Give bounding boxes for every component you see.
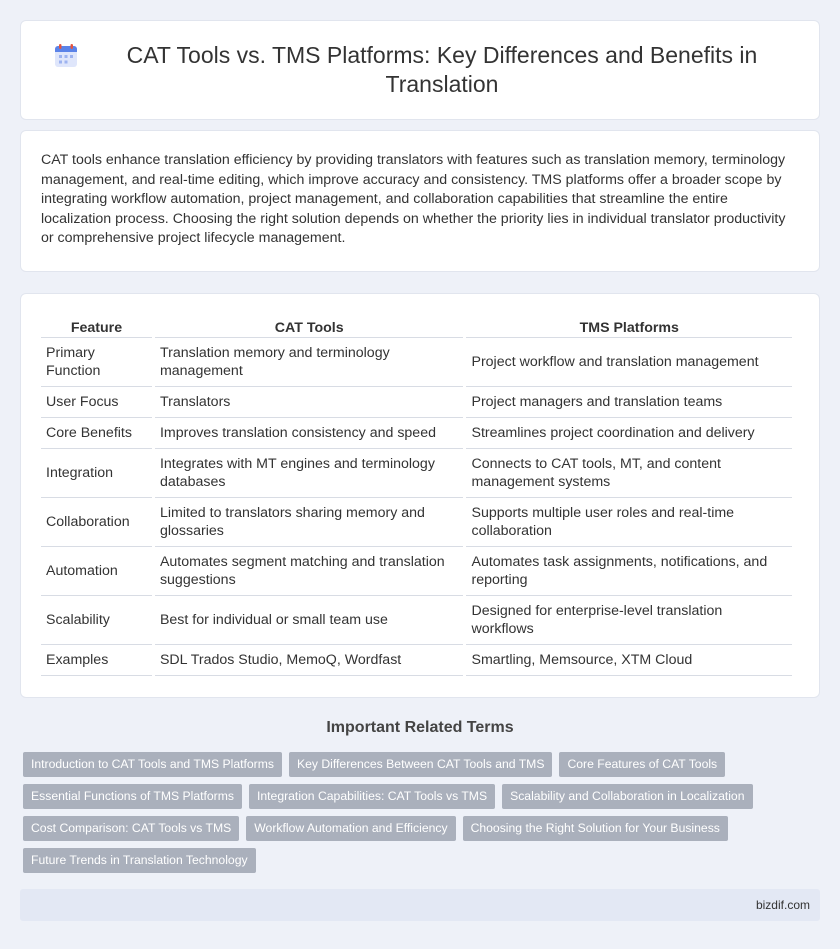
table-row xyxy=(41,418,792,449)
related-tag[interactable]: Scalability and Collaboration in Localization xyxy=(502,784,752,809)
tms-cell: Supports multiple user roles and real-time collaboration xyxy=(466,498,792,547)
calendar-icon xyxy=(53,43,79,69)
table-row xyxy=(41,449,792,498)
related-tag[interactable]: Integration Capabilities: CAT Tools vs TMS xyxy=(249,784,495,809)
related-tag[interactable]: Core Features of CAT Tools xyxy=(559,752,725,777)
related-terms-list xyxy=(23,752,820,880)
feature-cell: Automation xyxy=(41,547,152,596)
header-feature: Feature xyxy=(41,314,152,338)
tms-cell: Connects to CAT tools, MT, and content management systems xyxy=(466,449,792,498)
feature-cell: Scalability xyxy=(41,596,152,645)
header-cat-tools: CAT Tools xyxy=(155,314,464,338)
cat-cell: Automates segment matching and translation suggestions xyxy=(155,547,464,596)
table-header-row xyxy=(41,314,792,338)
cat-cell: Best for individual or small team use xyxy=(155,596,464,645)
table-row xyxy=(41,498,792,547)
feature-cell: Collaboration xyxy=(41,498,152,547)
tms-cell: Streamlines project coordination and delivery xyxy=(466,418,792,449)
intro-card xyxy=(20,130,820,272)
table-row xyxy=(41,645,792,676)
feature-cell: Examples xyxy=(41,645,152,676)
related-terms-title: Important Related Terms xyxy=(326,719,514,736)
table-row xyxy=(41,596,792,645)
related-tag[interactable]: Essential Functions of TMS Platforms xyxy=(23,784,242,809)
table-row xyxy=(41,547,792,596)
page-title: CAT Tools vs. TMS Platforms: Key Differences and Benefits in Translation xyxy=(126,42,758,97)
title-card xyxy=(20,20,820,120)
related-tag[interactable]: Key Differences Between CAT Tools and TMS xyxy=(289,752,552,777)
header-tms-platforms: TMS Platforms xyxy=(466,314,792,338)
intro-paragraph: CAT tools enhance translation efficiency by providing translators with features such as translation memory, terminology management, and real-time editing, which improve accuracy and consistency. TMS platforms offer a broader scope by integrating workflow automation, project management, and collaboration capabilities that streamline the entire localization process. Choosing the right solution depends on whether the priority lies in individual translator productivity or comprehensive project lifecycle management. xyxy=(41,152,786,246)
cat-cell: Translators xyxy=(155,387,464,418)
cat-cell: SDL Trados Studio, MemoQ, Wordfast xyxy=(155,645,464,676)
feature-cell: Core Benefits xyxy=(41,418,152,449)
title-wrap xyxy=(53,41,787,99)
cat-cell: Improves translation consistency and speed xyxy=(155,418,464,449)
feature-cell: Primary Function xyxy=(41,338,152,387)
cat-cell: Integrates with MT engines and terminology databases xyxy=(155,449,464,498)
related-tag[interactable]: Choosing the Right Solution for Your Business xyxy=(463,816,728,841)
tms-cell: Project managers and translation teams xyxy=(466,387,792,418)
feature-cell: User Focus xyxy=(41,387,152,418)
tms-cell: Automates task assignments, notifications, and reporting xyxy=(466,547,792,596)
tms-cell: Project workflow and translation management xyxy=(466,338,792,387)
footer-brand-link[interactable]: bizdif.com xyxy=(755,898,810,912)
cat-cell: Translation memory and terminology management xyxy=(155,338,464,387)
related-tag[interactable]: Introduction to CAT Tools and TMS Platforms xyxy=(23,752,282,777)
comparison-table xyxy=(38,314,795,676)
related-tag[interactable]: Future Trends in Translation Technology xyxy=(23,848,256,873)
related-tag[interactable]: Workflow Automation and Efficiency xyxy=(246,816,455,841)
tms-cell: Designed for enterprise-level translation workflows xyxy=(466,596,792,645)
footer-bar xyxy=(20,889,820,921)
table-row xyxy=(41,387,792,418)
cat-cell: Limited to translators sharing memory and glossaries xyxy=(155,498,464,547)
related-tag[interactable]: Cost Comparison: CAT Tools vs TMS xyxy=(23,816,239,841)
feature-cell: Integration xyxy=(41,449,152,498)
comparison-card xyxy=(20,293,820,698)
tms-cell: Smartling, Memsource, XTM Cloud xyxy=(466,645,792,676)
table-row xyxy=(41,338,792,387)
